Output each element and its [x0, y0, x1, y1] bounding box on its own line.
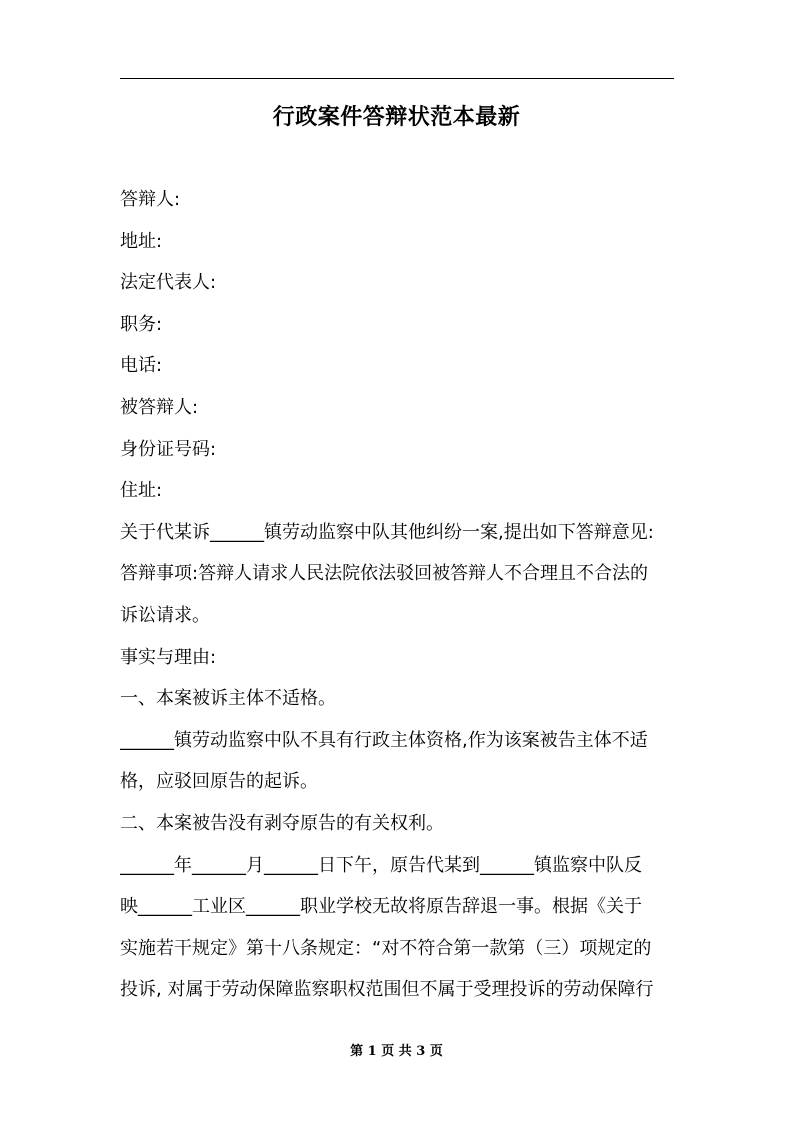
paragraph-line: 答辩事项:答辩人请求人民法院依法驳回被答辩人不合理且不合法的: [120, 563, 649, 585]
paragraph-line: ______镇劳动监察中队不具有行政主体资格,作为该案被告主体不适: [120, 729, 648, 751]
document-title: 行政案件答辩状范本最新: [272, 105, 521, 130]
section-heading: 事实与理由:: [120, 646, 217, 668]
document-body: [120, 179, 680, 1011]
paragraph-line: 投诉, 对属于劳动保障监察职权范围但不属于受理投诉的劳动保障行: [120, 979, 654, 1001]
line-id-number: 身份证号码:: [120, 438, 217, 460]
header-rule: [120, 78, 674, 79]
page-number: 第 1 页 共 3 页: [350, 1044, 443, 1059]
line-opposing-party: 被答辩人:: [120, 396, 199, 418]
paragraph-line: 实施若干规定》第十八条规定：“对不符合第一款第（三）项规定的: [120, 937, 652, 959]
paragraph-line: 映______工业区______职业学校无故将原告辞退一事。根据《关于: [120, 896, 642, 918]
line-address: 地址:: [120, 230, 163, 252]
section-heading: 二、本案被告没有剥夺原告的有关权利。: [120, 812, 444, 834]
line-position: 职务:: [120, 313, 163, 335]
section-heading: 一、本案被诉主体不适格。: [120, 688, 336, 710]
paragraph-line: 关于代某诉______镇劳动监察中队其他纠纷一案,提出如下答辩意见:: [120, 521, 654, 543]
line-phone: 电话:: [120, 355, 163, 377]
paragraph-line: 诉讼请求。: [120, 604, 210, 626]
paragraph-line: 格，应驳回原告的起诉。: [120, 771, 318, 793]
line-respondent: 答辩人:: [120, 189, 181, 210]
line-legal-representative: 法定代表人:: [120, 272, 217, 294]
paragraph-line: ______年______月______日下午，原告代某到______镇监察中队反: [120, 854, 642, 876]
line-residence: 住址:: [120, 480, 163, 502]
